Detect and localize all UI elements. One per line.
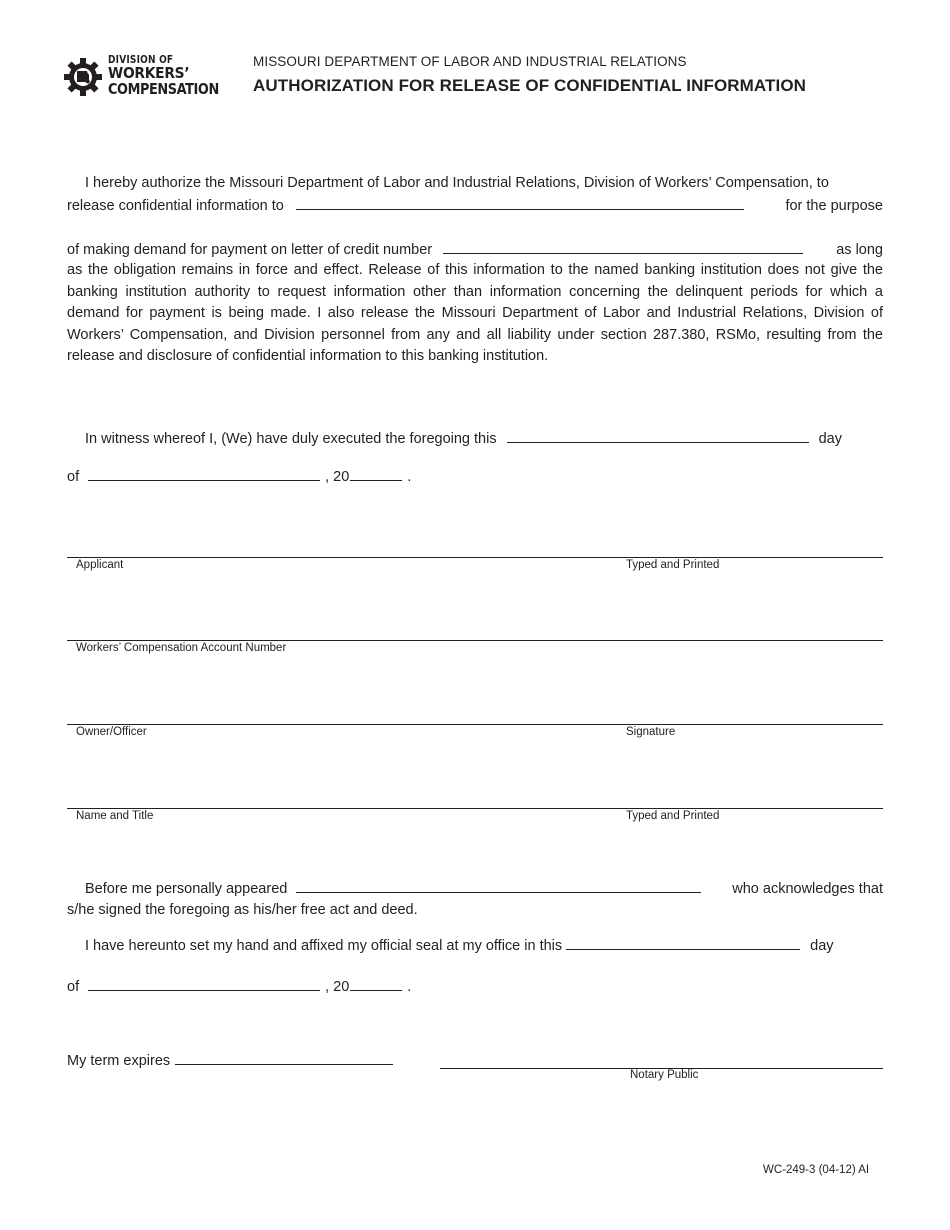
appeared-label: Before me personally appeared <box>85 881 288 897</box>
applicant-label: Applicant <box>76 559 124 571</box>
seal-label: I have hereunto set my hand and affixed my official seal at my office in this <box>85 938 563 954</box>
logo-line-2: WORKERS’ <box>108 64 190 82</box>
authorization-line-2 <box>67 195 883 218</box>
form-number: WC-249-3 (04-12) AI <box>763 1164 870 1176</box>
appeared-name-field[interactable] <box>296 878 701 893</box>
day-label-2: day <box>810 938 834 954</box>
department-name: MISSOURI DEPARTMENT OF LABOR AND INDUSTRIAL RELATIONS <box>253 54 687 69</box>
period-1: . <box>407 469 412 485</box>
purpose-label: for the purpose <box>785 198 883 214</box>
acknowledges-label: who acknowledges that <box>732 881 883 897</box>
logo-line-1: DIVISION OF <box>108 55 174 67</box>
term-expires-field[interactable] <box>175 1050 393 1065</box>
witness-year-field[interactable] <box>350 466 402 481</box>
year-prefix-1: , 20 <box>325 469 350 485</box>
term-expires-label: My term expires <box>67 1053 171 1069</box>
free-act-text: s/he signed the foregoing as his/her free act and deed. <box>67 902 418 918</box>
name-title-label: Name and Title <box>76 810 154 822</box>
of-label-1: of <box>67 469 80 485</box>
seal-line <box>67 935 883 958</box>
form-title: AUTHORIZATION FOR RELEASE OF CONFIDENTIAL INFORMATION <box>253 76 807 95</box>
seal-year-field[interactable] <box>350 976 402 991</box>
appeared-line-2 <box>67 900 883 922</box>
period-2: . <box>407 979 412 995</box>
credit-line <box>67 239 883 262</box>
seal-date-line <box>67 976 883 999</box>
year-prefix-2: , 20 <box>325 979 350 995</box>
applicant-line[interactable] <box>67 557 883 558</box>
letter-of-credit-number-field[interactable] <box>443 239 803 254</box>
appeared-line <box>67 878 883 901</box>
seal-month-field[interactable] <box>88 976 320 991</box>
logo-line-3: COMPENSATION <box>108 80 219 98</box>
owner-officer-label: Owner/Officer <box>76 726 147 738</box>
authorization-line-1 <box>67 173 883 195</box>
release-to-label: release confidential information to <box>67 198 284 214</box>
recipient-field[interactable] <box>296 195 744 210</box>
signature-label: Signature <box>626 726 676 738</box>
account-number-line[interactable] <box>67 640 883 641</box>
of-label-2: of <box>67 979 80 995</box>
seal-day-field[interactable] <box>566 935 800 950</box>
authorization-text-1: I hereby authorize the Missouri Department of Labor and Industrial Relations, Division of Workers’ Compensation, to <box>85 175 829 191</box>
term-line <box>67 1050 883 1073</box>
typed-printed-label-2: Typed and Printed <box>626 810 720 822</box>
owner-officer-line[interactable] <box>67 724 883 725</box>
notary-public-label: Notary Public <box>630 1069 699 1081</box>
witness-label: In witness whereof I, (We) have duly executed the foregoing this <box>85 431 497 447</box>
witness-date-line <box>67 466 883 489</box>
witness-month-field[interactable] <box>88 466 320 481</box>
witness-line <box>67 428 883 451</box>
credit-number-label: of making demand for payment on letter of credit number <box>67 242 433 258</box>
name-title-line[interactable] <box>67 808 883 809</box>
account-number-label: Workers’ Compensation Account Number <box>76 642 287 654</box>
release-paragraph: as the obligation remains in force and effect. Release of this information to the named banking institution does not give the banking institution authority to request information other than information concerning the delinquent periods for which a demand for payment is being made. I also release the Missouri Department of Labor and Industrial Relations, Division of Workers’ Compensation, and Division personnel from any and all liability under section 287.380, RSMo, resulting from the release and disclosure of confidential information to this banking institution. <box>67 262 883 365</box>
gear-icon <box>63 57 103 97</box>
day-label-1: day <box>818 431 842 447</box>
as-long-label: as long <box>836 242 883 258</box>
witness-day-field[interactable] <box>507 428 809 443</box>
division-logo <box>63 54 233 100</box>
typed-printed-label-1: Typed and Printed <box>626 559 720 571</box>
